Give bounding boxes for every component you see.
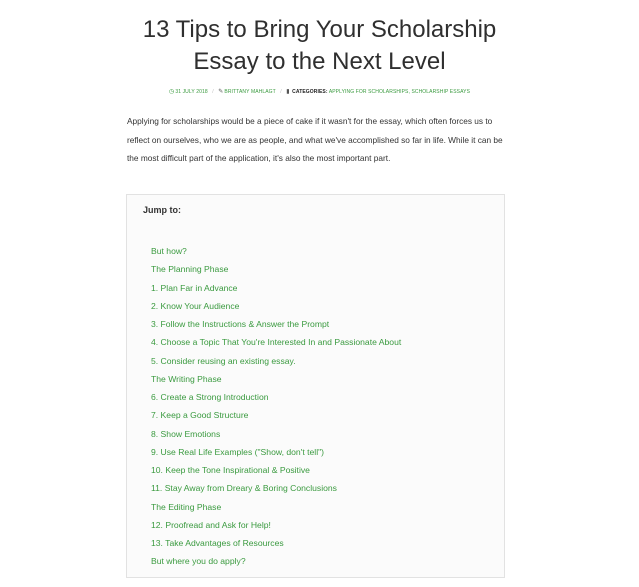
article-title-line2: Essay to the Next Level xyxy=(193,48,446,75)
toc-link-strong-introduction[interactable]: 6. Create a Strong Introduction xyxy=(151,392,269,402)
toc-link-editing-phase[interactable]: The Editing Phase xyxy=(151,501,222,512)
toc-link-show-emotions[interactable]: 8. Show Emotions xyxy=(151,428,221,439)
toc-link-writing-phase[interactable]: The Writing Phase xyxy=(151,373,222,384)
categories-label: CATEGORIES: xyxy=(292,89,328,95)
post-date-link[interactable]: 31 JULY 2018 xyxy=(175,89,208,95)
categories-links[interactable]: APPLYING FOR SCHOLARSHIPS, SCHOLARSHIP ESSAYS xyxy=(328,89,471,95)
toc-link-planning-phase[interactable]: The Planning Phase xyxy=(151,264,229,275)
toc-link-choose-topic[interactable]: 4. Choose a Topic That You're Interested In and Passionate About xyxy=(151,337,402,348)
meta-separator: / xyxy=(212,89,214,95)
toc-link-follow-instructions[interactable]: 3. Follow the Instructions & Answer the Prompt xyxy=(151,319,330,329)
toc-link-real-life-examples[interactable]: 9. Use Real Life Examples ("Show, don't tell") xyxy=(151,446,325,457)
article-title-line1: 13 Tips to Bring Your Scholarship xyxy=(142,16,497,43)
article-title xyxy=(0,14,639,78)
toc-link-know-your-audience[interactable]: 2. Know Your Audience xyxy=(151,300,240,311)
meta-separator: / xyxy=(280,89,282,95)
article-intro: Applying for scholarships would be a piece of cake if it wasn't for the essay, which often forces us to reflect on ourselves, who we are as people, and what we've accomplished so far in life. While it can be the most difficult part of the application, it's also the most important part. xyxy=(127,116,503,163)
article-meta xyxy=(0,88,639,96)
toc-list xyxy=(151,242,401,571)
toc-link-where-to-apply[interactable]: But where you do apply? xyxy=(151,556,246,567)
author-link[interactable]: BRITTANY MAHLAGT xyxy=(224,89,276,95)
toc-link-tone-inspirational[interactable]: 10. Keep the Tone Inspirational & Positive xyxy=(151,465,310,475)
toc-link-but-how[interactable]: But how? xyxy=(151,246,187,256)
toc-link-avoid-dreary-conclusions[interactable]: 11. Stay Away from Dreary & Boring Conclusions xyxy=(151,483,337,494)
toc-title: Jump to: xyxy=(143,205,181,215)
toc-link-good-structure[interactable]: 7. Keep a Good Structure xyxy=(151,410,249,421)
toc-link-reuse-essay[interactable]: 5. Consider reusing an existing essay. xyxy=(151,355,296,366)
toc-link-proofread[interactable]: 12. Proofread and Ask for Help! xyxy=(151,519,271,530)
toc-link-resources[interactable]: 13. Take Advantages of Resources xyxy=(151,538,284,548)
pencil-icon: ✎ xyxy=(218,89,224,95)
folder-icon: ▮ xyxy=(286,89,290,95)
table-of-contents xyxy=(126,194,505,578)
clock-icon: ◷ xyxy=(168,89,175,95)
toc-link-plan-far-in-advance[interactable]: 1. Plan Far in Advance xyxy=(151,282,238,293)
